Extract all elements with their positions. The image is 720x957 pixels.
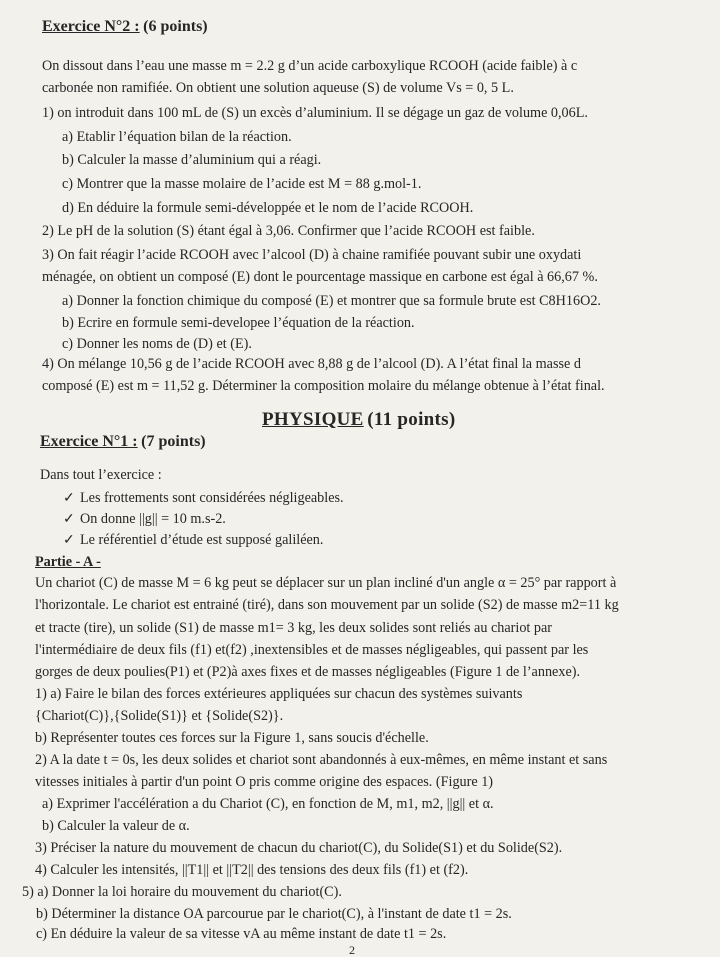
exercise-2-header (42, 18, 208, 36)
exercise-1-points: (7 points) (141, 433, 206, 450)
ex1-line: {Chariot(C)},{Solide(S1)} et {Solide(S2)}. (35, 708, 284, 724)
ex2-line: 3) On fait réagir l’acide RCOOH avec l’alcool (D) à chaine ramifiée pouvant subir une oxydati (42, 247, 582, 263)
ex1-line: 4) Calculer les intensités, ||T1|| et ||T2|| des tensions des deux fils (f1) et (f2). (35, 862, 469, 878)
exercise-1-title: Exercice N°1 : (40, 433, 138, 450)
ex2-line: d) En déduire la formule semi-développée et le nom de l’acide RCOOH. (62, 200, 474, 216)
bullet-item (58, 531, 323, 549)
checkmark-icon: ✓ (63, 511, 75, 527)
partie-a-heading: Partie - A - (35, 554, 101, 570)
exercise-2-points: (6 points) (143, 18, 208, 35)
ex2-line: a) Etablir l’équation bilan de la réaction. (62, 129, 292, 145)
checkmark-icon: ✓ (63, 490, 75, 506)
ex2-line: c) Donner les noms de (D) et (E). (62, 336, 252, 352)
page-number: 2 (349, 943, 355, 957)
ex2-line: On dissout dans l’eau une masse m = 2.2 g d’un acide carboxylique RCOOH (acide faible) à c (42, 58, 578, 74)
checkmark-icon: ✓ (63, 532, 75, 548)
physique-points: (11 points) (367, 409, 456, 430)
ex2-line: composé (E) est m = 11,52 g. Déterminer la composition molaire du mélange obtenue à l’état final. (42, 378, 605, 394)
ex1-line: 5) a) Donner la loi horaire du mouvement du chariot(C). (22, 884, 342, 900)
ex1-line: l'intermédiaire de deux fils (f1) et(f2) ,inextensibles et de masses négligeables, qui passent par les (35, 642, 589, 658)
ex1-line: 2) A la date t = 0s, les deux solides et chariot sont abandonnés à eux-mêmes, en même instant et sans (35, 752, 608, 768)
ex2-line: ménagée, on obtient un composé (E) dont le pourcentage massique en carbone est égal à 66,67 %. (42, 269, 598, 285)
ex1-line: 3) Préciser la nature du mouvement de chacun du chariot(C), du Solide(S1) et du Solide(S2). (35, 840, 563, 856)
ex2-line: b) Ecrire en formule semi-developee l’équation de la réaction. (62, 315, 415, 331)
ex1-line: b) Représenter toutes ces forces sur la Figure 1, sans soucis d'échelle. (35, 730, 429, 746)
ex1-line: gorges de deux poulies(P1) et (P2)à axes fixes et de masses négligeables (Figure 1 de l’annexe). (35, 664, 581, 680)
ex2-line: c) Montrer que la masse molaire de l’acide est M = 88 g.mol-1. (62, 176, 422, 192)
bullet-text: Le référentiel d’étude est supposé galiléen. (80, 532, 324, 548)
ex1-line: Un chariot (C) de masse M = 6 kg peut se déplacer sur un plan incliné d'un angle α = 25° par rapport à (35, 575, 617, 591)
ex1-line: l'horizontale. Le chariot est entrainé (tiré), dans son mouvement par un solide (S2) de masse m2=11 kg (35, 597, 619, 613)
section-title (262, 408, 455, 433)
exercise-2-title: Exercice N°2 : (42, 18, 140, 35)
ex1-line: vitesses initiales à partir d'un point O pris comme origine des espaces. (Figure 1) (35, 774, 494, 790)
ex2-line: a) Donner la fonction chimique du composé (E) et montrer que sa formule brute est C8H16O2. (62, 293, 601, 309)
ex2-line: 1) on introduit dans 100 mL de (S) un excès d’aluminium. Il se dégage un gaz de volume 0,06L. (42, 105, 588, 121)
ex2-line: 4) On mélange 10,56 g de l’acide RCOOH avec 8,88 g de l’alcool (D). A l’état final la masse d (42, 356, 581, 372)
physique-title: PHYSIQUE (262, 409, 364, 430)
ex1-line: 1) a) Faire le bilan des forces extérieures appliquées sur chacun des systèmes suivants (35, 686, 523, 702)
ex1-line: b) Calculer la valeur de α. (42, 818, 190, 834)
ex1-line: b) Déterminer la distance OA parcourue par le chariot(C), à l'instant de date t1 = 2s. (36, 906, 512, 922)
bullet-text: On donne ||g|| = 10 m.s-2. (80, 511, 226, 527)
ex1-line: c) En déduire la valeur de sa vitesse vA au même instant de date t1 = 2s. (36, 926, 447, 942)
ex1-intro: Dans tout l’exercice : (40, 467, 162, 483)
ex2-line: 2) Le pH de la solution (S) étant égal à 3,06. Confirmer que l’acide RCOOH est faible. (42, 223, 535, 239)
exercise-1-header (40, 433, 206, 451)
ex2-line: b) Calculer la masse d’aluminium qui a réagi. (62, 152, 322, 168)
bullet-text: Les frottements sont considérées négligeables. (80, 490, 344, 506)
bullet-item (58, 489, 344, 507)
ex1-line: a) Exprimer l'accélération a du Chariot (C), en fonction de M, m1, m2, ||g|| et α. (42, 796, 494, 812)
ex1-line: et tracte (tire), un solide (S1) de masse m1= 3 kg, les deux solides sont reliés au chariot par (35, 620, 553, 636)
bullet-item (58, 510, 226, 528)
ex2-line: carbonée non ramifiée. On obtient une solution aqueuse (S) de volume Vs = 0, 5 L. (42, 80, 514, 96)
